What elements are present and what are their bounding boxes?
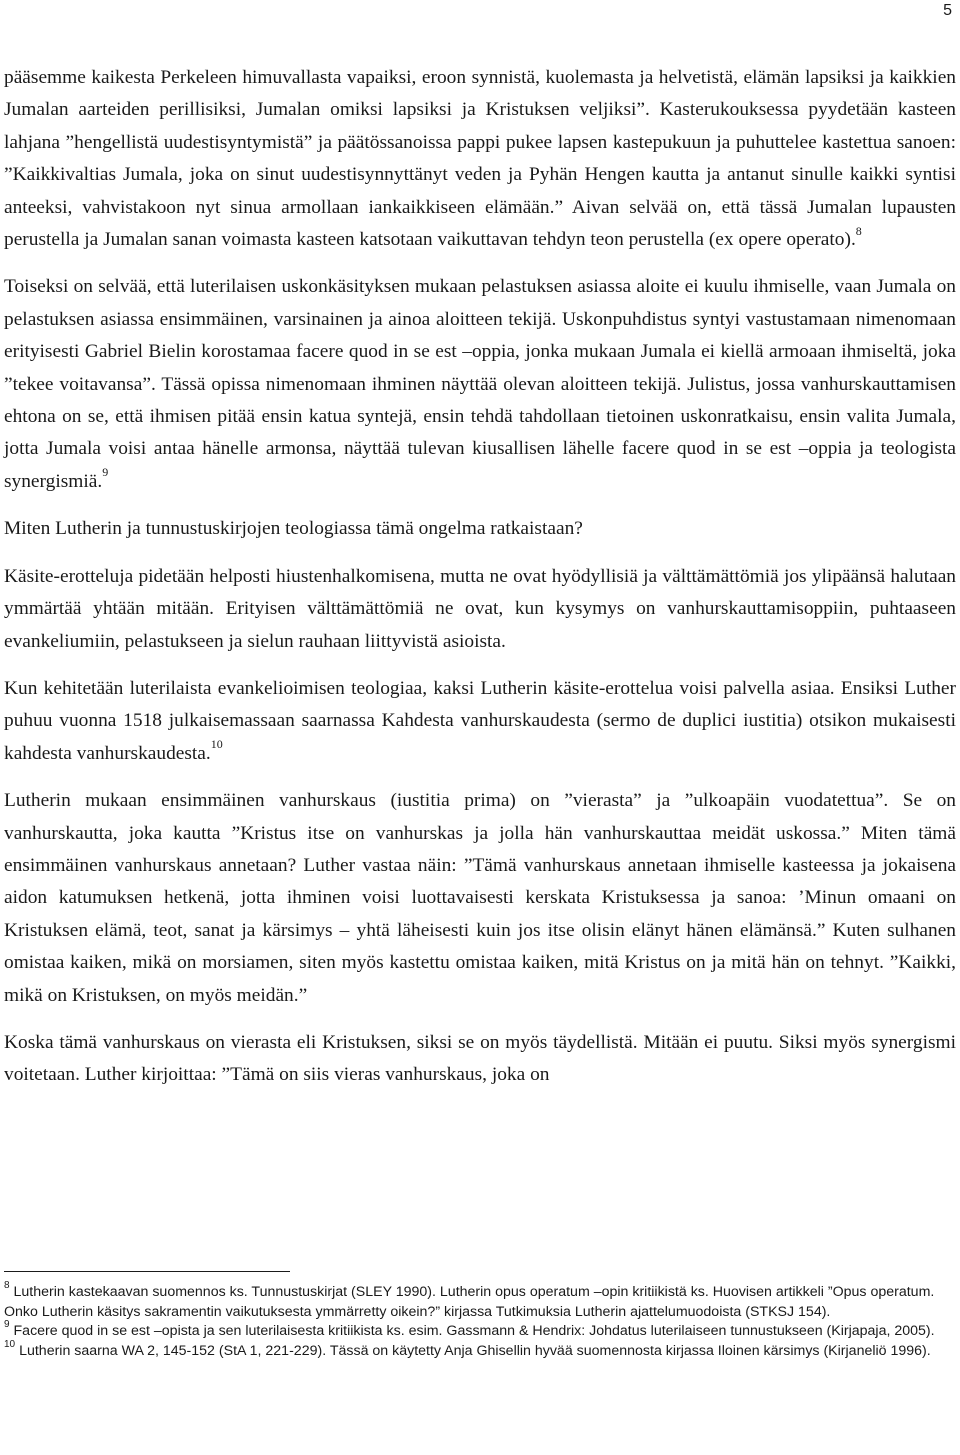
paragraph-text: Käsite-erotteluja pidetään helposti hiustenhalkomisena, mutta ne ovat hyödyllisiä ja välttämättömiä jos ylipäänsä halutaan ymmärtää yhtään mitään. Erityisen välttämättömiä ne ovat, kun kysymys on vanhurskauttamisoppiin, puhtaaseen evankeliumiin, pelastukseen ja sielun rauhaan liittyvistä asioista. <box>4 565 956 652</box>
paragraph-text: Kun kehitetään luterilaista evankelioimisen teologiaa, kaksi Lutherin käsite-erottelua voisi palvella asiaa. Ensiksi Luther puhuu vuonna 1518 julkaisemassaan saarnassa Kahdesta vanhurskaudesta (sermo de duplici iustitia) otsikon mukaisesti kahdesta vanhurskaudesta. <box>4 677 956 764</box>
body-text <box>4 62 956 1092</box>
footnote-text: Lutherin saarna WA 2, 145-152 (StA 1, 221-229). Tässä on käytetty Anja Ghisellin hyvää suomennosta kirjassa Iloinen kärsimys (Kirjaneliö 1996). <box>19 1342 931 1359</box>
paragraph <box>4 561 956 658</box>
footnote-reference[interactable]: 10 <box>210 737 223 752</box>
footnote <box>4 1280 956 1322</box>
paragraph-text: Lutherin mukaan ensimmäinen vanhurskaus (iustitia prima) on ”vierasta” ja ”ulkoapäin vuodatettua”. Se on vanhurskautta, joka kautta ”Kristus itse on vanhurskas ja jolla hän vanhurskauttaa meidät uskossa.” Miten tämä ensimmäinen vanhurskaus annetaan? Luther vastaa näin: ”Tämä vanhurskaus annetaan ihmiselle kasteessa ja jokaisena aidon katumuksen hetkenä, jotta ihminen voisi luottavaisesti kerskata Kristuksessa ja sanoa: ’Minun omaani on Kristuksen elämä, teot, sanat ja kärsimys – yhtä läheisesti kuin jos itse olisin elänyt hänen elämänsä.” Kuten sulhanen omistaa kaiken, mikä on morsiamen, siten myös kastettu omistaa kaiken, mitä Kristus on ja mitä hän on tehnyt. ”Kaikki, mikä on Kristuksen, on myös meidän.” <box>4 790 956 1006</box>
footnote-text: Facere quod in se est –opista ja sen luterilaisesta kritiikista ks. esim. Gassmann & Hendrix: Johdatus luterilaiseen tunnustukseen (Kirjapaja, 2005). <box>13 1323 935 1339</box>
paragraph-text: Koska tämä vanhurskaus on vierasta eli Kristuksen, siksi se on myös täydellistä. Mitään ei puutu. Siksi myös synergismi voitetaan. Luther kirjoittaa: ”Tämä on siis vieras vanhurskaus, joka on <box>4 1031 956 1086</box>
paragraph <box>4 785 956 1012</box>
footnote-number: 10 <box>4 1338 16 1350</box>
footnote-divider <box>4 1271 290 1272</box>
footnotes <box>4 1280 956 1361</box>
paragraph <box>4 673 956 770</box>
paragraph <box>4 271 956 498</box>
footnote <box>4 1338 956 1362</box>
paragraph <box>4 62 956 256</box>
footnote <box>4 1319 956 1342</box>
footnote-text: Lutherin kastekaavan suomennos ks. Tunnustuskirjat (SLEY 1990). Lutherin opus operatum –opin kritiikistä ks. Huovisen artikkeli ”Opus operatum. Onko Lutherin käsitys sakramentin vaikutuksesta ymmärretty oikein?” kirjassa Tutkimuksia Lutherin ajattelumuodoista (STKSJ 154). <box>4 1284 935 1320</box>
footnote-reference[interactable]: 8 <box>855 223 862 238</box>
paragraph-text: Toiseksi on selvää, että luterilaisen uskonkäsityksen mukaan pelastuksen asiassa aloite ei kuulu ihmiselle, vaan Jumala on pelastuksen asiassa ensimmäinen, varsinainen ja ainoa aloitteen tekijä. Uskonpuhdistus syntyi vastustamaan nimenomaan erityisesti Gabriel Bielin korostamaa facere quod in se est –oppia, jonka mukaan Jumala ei kiellä armoaan ihmiseltä, joka ”tekee voitavansa”. Tässä opissa nimenomaan ihminen näyttää olevan aloitteen tekijä. Julistus, jossa vanhurskauttamisen ehtona on se, että ihmisen pitää ensin katua syntejä, ensin tehdä tahdollaan tietoinen uskonratkaisu, ensin valita Jumala, jotta Jumala voisi antaa hänelle armonsa, näyttää tulevan kiusallisen lähelle facere quod in se est –oppia ja teologista synergismiä. <box>4 276 956 492</box>
paragraph <box>4 513 956 545</box>
paragraph <box>4 1027 956 1092</box>
footnote-number: 8 <box>4 1280 10 1292</box>
paragraph-text: Miten Lutherin ja tunnustuskirjojen teologiassa tämä ongelma ratkaistaan? <box>4 518 583 540</box>
paragraph-text: pääsemme kaikesta Perkeleen himuvallasta vapaiksi, eroon synnistä, kuolemasta ja helvetistä, elämän lapsiksi ja kaikkien Jumalan aarteiden perillisiksi, Jumalan omiksi lapsiksi ja Kristuksen veljiksi”. Kasterukouksessa pyydetään kasteen lahjana ”hengellistä uudestisyntymistä” ja päätössanoissa pappi pukee lapsen kastepukuun ja puhuttelee kastettua sanoen: ”Kaikkivaltias Jumala, joka on sinut uudestisynnyttänyt veden ja Pyhän Hengen kautta ja antanut sinulle kaikki syntisi anteeksi, vahvistakoon nyt sinua armollaan iankaikkiseen elämään.” Aivan selvää on, että tässä Jumalan lupausten perustella ja Jumalan sanan voimasta kasteen katsotaan vaikuttavan tehdyn teon perustella (ex opere operato). <box>4 67 956 251</box>
footnote-reference[interactable]: 9 <box>102 465 109 480</box>
footnote-number: 9 <box>4 1319 10 1331</box>
page-number: 5 <box>943 2 952 19</box>
